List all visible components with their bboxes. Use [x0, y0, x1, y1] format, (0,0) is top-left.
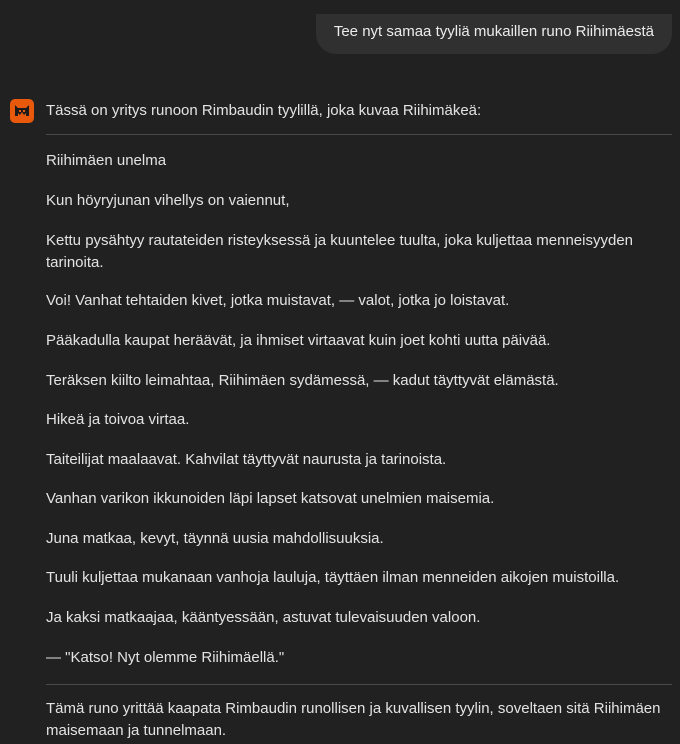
poem-line: Juna matkaa, kevyt, täynnä uusia mahdollisuuksia. [46, 530, 384, 547]
poem-line: Pääkadulla kaupat heräävät, ja ihmiset virtaavat kuin joet kohti uutta päivää. [46, 332, 551, 349]
user-message-bubble [316, 14, 672, 54]
assistant-avatar [10, 99, 34, 123]
assistant-intro: Tässä on yritys runoon Rimbaudin tyylillä, joka kuvaa Riihimäkeä: [46, 102, 482, 119]
poem-line: Taiteilijat maalaavat. Kahvilat täyttyvät naurusta ja tarinoista. [46, 451, 447, 468]
user-message-text: Tee nyt samaa tyyliä mukaillen runo Riihimäestä [333, 23, 654, 40]
assistant-outro: Tämä runo yrittää kaapata Rimbaudin runollisen ja kuvallisen tyylin, soveltaen sitä Riihimäen maisemaan ja tunnelmaan. [46, 700, 661, 739]
poem-line: Vanhan varikon ikkunoiden läpi lapset katsovat unelmien maisemia. [46, 490, 495, 507]
poem-line: Kettu pysähtyy rautateiden risteyksessä ja kuuntelee tuulta, joka kuljettaa menneisyyden tarinoita. [46, 232, 634, 271]
poem-line: Kun höyryjunan vihellys on vaiennut, [46, 192, 290, 209]
poem-line: Ja kaksi matkaajaa, kääntyessään, astuvat tulevaisuuden valoon. [46, 609, 481, 626]
divider-bottom [46, 684, 672, 685]
poem-line: Hikeä ja toivoa virtaa. [46, 411, 190, 428]
poem-line: — "Katso! Nyt olemme Riihimäellä." [46, 649, 285, 666]
cat-logo-icon [13, 103, 31, 119]
poem-line: Teräksen kiilto leimahtaa, Riihimäen sydämessä, — kadut täyttyvät elämästä. [46, 372, 559, 389]
poem-line: Voi! Vanhat tehtaiden kivet, jotka muistavat, — valot, jotka jo loistavat. [46, 292, 510, 309]
poem-line: Tuuli kuljettaa mukanaan vanhoja lauluja, täyttäen ilman menneiden aikojen muistoilla. [46, 569, 620, 586]
poem-title: Riihimäen unelma [46, 152, 167, 169]
divider-top [46, 134, 672, 135]
